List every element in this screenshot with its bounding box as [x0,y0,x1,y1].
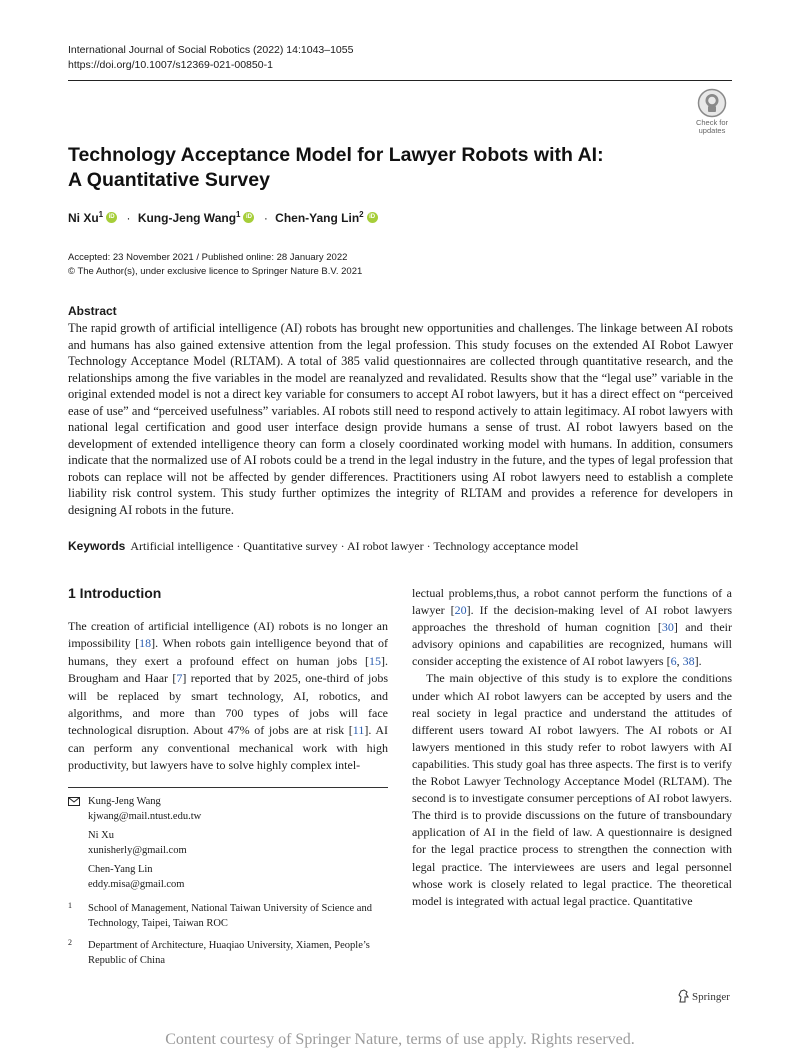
body-text: ]. AI can perform any conventional mechanical work with high productivity, but lawyers have to solve highly complex intel- [68,723,389,773]
body-text: The creation of artificial intelligence (AI) robots is no longer an impossibility [ [68,619,388,651]
keywords [68,538,733,554]
body-text: ]. [694,654,702,669]
author-list [68,210,380,225]
citation-link[interactable]: 20 [454,603,467,618]
contact-entry [88,795,201,824]
affiliation-item [68,939,388,968]
journal-header [68,43,353,72]
affiliation-text: School of Management, National Taiwan University of Science and Technology, Taipei, Taiwan ROC [88,903,372,929]
author-name[interactable]: Chen-Yang Lin [275,211,360,225]
contact-entry [88,863,201,892]
courtesy-footer: Content courtesy of Springer Nature, terms of use apply. Rights reserved. [165,1031,635,1048]
affiliation-number: 1 [68,901,72,910]
citation-link[interactable]: 11 [352,723,365,738]
orcid-icon[interactable] [243,212,254,223]
body-text: ]. Brougham and Haar [ [68,653,388,686]
citation-link[interactable]: 30 [661,620,674,635]
orcid-icon[interactable] [106,212,117,223]
body-text: ] reported that by 2025, one-third of jobs will be replaced by smart technology, AI, robotics, and algorithms, and more than 700 types of jobs will face technological disruption. About 47% of jobs are at risk [ [68,671,388,738]
contact-name: Ni Xu [88,830,114,841]
abstract-heading: Abstract [68,304,117,318]
check-for-updates-badge[interactable] [691,88,733,135]
affiliation-item [68,902,388,931]
body-text: , [676,654,683,669]
author-affiliation-mark: 2 [359,210,364,219]
author-name[interactable]: Ni Xu [68,211,99,225]
envelope-icon [68,797,80,806]
intro-left-column [68,618,388,775]
author-name[interactable]: Kung-Jeng Wang [137,211,237,225]
body-text: ]. If the decision-making level of AI robot lawyers approaches the threshold of human cognition [ [412,603,732,635]
citation-link[interactable]: 18 [139,636,152,651]
affiliation-text: Department of Architecture, Huaqiao University, Xiamen, People’s Republic of China [88,940,370,966]
author-affiliation-mark: 1 [98,210,104,219]
contact-name: Chen-Yang Lin [88,864,153,875]
keywords-label: Keywords [68,539,126,553]
body-text: lectual problems,thus, a robot cannot perform the functions of a lawyer [ [412,586,732,618]
contact-name: Kung-Jeng Wang [88,796,161,807]
badge-line-1: Check for [695,118,729,127]
author-separator: · [126,211,131,225]
doi-link[interactable]: https://doi.org/10.1007/s12369-021-00850-1 [68,58,273,71]
paper-title [68,143,668,193]
contact-block [68,795,201,897]
check-updates-icon [697,88,727,118]
publication-info [68,251,362,279]
citation-link[interactable]: 15 [369,653,381,668]
publisher-logo [677,989,730,1003]
contact-email[interactable]: xunisherly@gmail.com [88,844,187,856]
author-affiliation-mark: 1 [236,210,241,219]
citation-link[interactable]: 38 [682,654,695,669]
author-separator: · [263,211,268,225]
springer-horse-icon [677,989,689,1003]
journal-citation: International Journal of Social Robotics (2022) 14:1043–1055 [68,44,354,56]
publisher-name: Springer [692,991,730,1003]
body-text: ]. When robots gain intelligence beyond that of humans, they exert a profound effect on human jobs [ [68,636,388,668]
badge-line-2: updates [698,126,726,135]
keywords-list: Artificial intelligence · Quantitative survey · AI robot lawyer · Technology acceptance model [130,539,579,553]
publication-dates: Accepted: 23 November 2021 / Published online: 28 January 2022 [68,252,348,263]
title-line-1: Technology Acceptance Model for Lawyer Robots with AI: [68,144,604,166]
abstract-text: The rapid growth of artificial intelligence (AI) robots has brought new opportunities and challenges. The linkage between AI robots and humans has also gained extensive attention from the legal profession. This study focuses on the extended AI Robot Lawyer Technology Acceptance Model (RLTAM). A total of 385 valid questionnaires are collected through quantitative research, and the relationships among the five variables in the model are reanalyzed and revalidated. Results show that the “legal use” variable in the original extended model is not a direct key variable for consumers to accept AI robot lawyers, but it has a direct effect on “perceived ease of use” and “perceived usefulness” variables. AI robots still need to respond actively to attain legitimacy. AI robot lawyers with national legal certification and good user interface design provide humans a sense of trust. AI robot lawyers based on the development of extended intelligence theory can form a closely coordinated working model with humans. In addition, consumers indicate that the normalized use of AI robots could be a trend in the legal industry in the future, and the types of legal profession that robots can replace will not be affected by gender differences. Practitioners using AI robot lawyers need to establish a complete liability risk control system. This study further optimizes the integrity of RLTAM and provides a reference for developers in designing AI robots in the future. [68,321,733,517]
citation-link[interactable]: 6 [670,654,677,669]
contact-email[interactable]: kjwang@mail.ntust.edu.tw [88,810,202,822]
section-heading-introduction: 1 Introduction [68,585,162,601]
affiliation-number: 2 [68,938,72,947]
orcid-icon[interactable] [367,212,378,223]
title-line-2: A Quantitative Survey [68,169,270,191]
footnote-rule [68,787,388,788]
body-text: ] and their advisory opinions and capabilities are recognized, humans will consider accepting the existence of AI robot lawyers [ [412,620,732,669]
contact-email[interactable]: eddy.misa@gmail.com [88,878,185,890]
intro-paragraph: The main objective of this study is to explore the conditions under which AI robot lawyers can be accepted by users and the real society in legal practice and understand the attitudes of different users toward AI robot lawyers. The AI robots or AI lawyers mentioned in this study refer to robot lawyers with AI capabilities. This study goal has three aspects. The first is to verify the Robot Lawyer Technology Acceptance Model (RLTAM). The second is to investigate consumer perceptions of AI robot lawyers. The third is to provide discussions on the future of transboundary application of AI in the field of law. A questionnaire is designed for the legal practice process to strengthen the connection with legal practice. The interviewees are users and legal personnel whose work is closely related to legal practice. The theoretical model is integrated with actual legal practice. Quantitative [412,671,732,908]
citation-link[interactable]: 7 [176,671,183,686]
intro-right-column [412,585,732,910]
contact-entry [88,829,201,858]
affiliations [68,902,388,976]
copyright-notice: © The Author(s), under exclusive licence to Springer Nature B.V. 2021 [68,266,363,277]
header-rule [68,80,732,81]
intro-paragraph [412,585,732,670]
